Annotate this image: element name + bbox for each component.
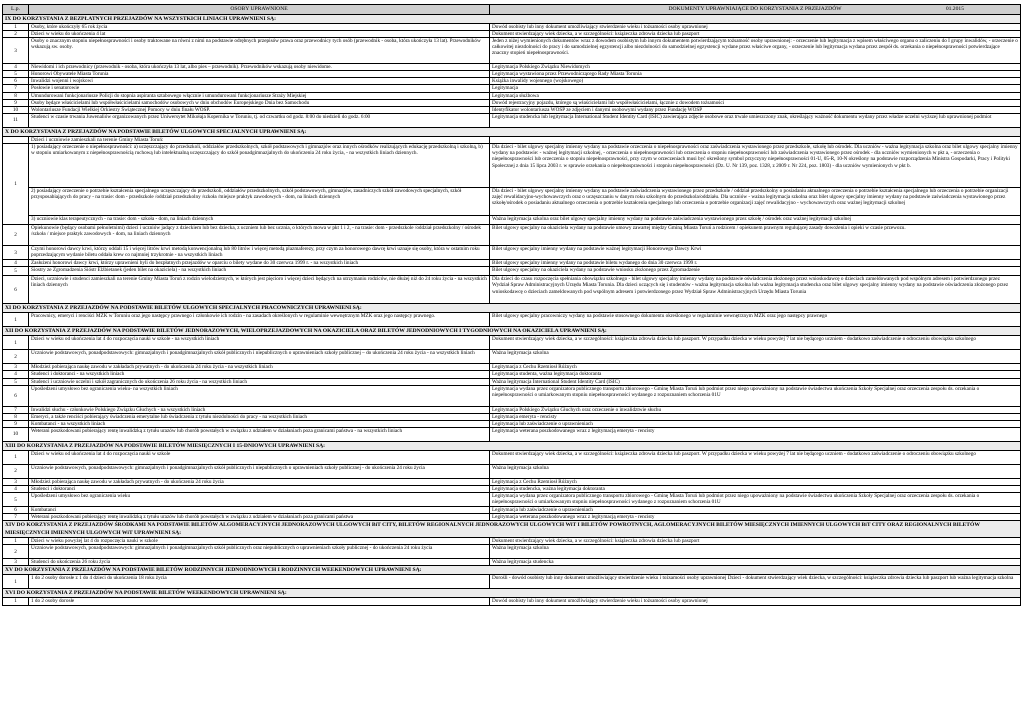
table-row [3, 64, 1021, 71]
table-row [3, 113, 1021, 127]
row-number: 1 [3, 336, 29, 350]
table-row [3, 246, 1021, 260]
eligible-persons-cell: Weterani poszkodowani pobierający rentę inwalidzką z tytułu urazów lub chorób powstałych w związku z udziałem w działaniach poza granicami państwa - na wszystkich liniach [29, 427, 490, 441]
section-header-row [3, 566, 1021, 575]
table-row [3, 364, 1021, 371]
required-documents-cell: Dokument stwierdzający wiek dziecka, a w szczególności: książeczka zdrowia dziecka lub paszport. W przypadku dziecka w wieku powyżej 7 lat nie będącego uczniem - dodatkowo zaświadczenie o odroczeniu obowiązku szkolnego [490, 336, 1021, 350]
required-documents-cell: Ważna legitymacja szkolna [490, 464, 1021, 478]
eligible-persons-cell: Honorowi Obywatele Miasta Torunia [29, 71, 490, 78]
table-row [3, 350, 1021, 364]
eligible-persons-cell: Posłowie i senatorowie [29, 85, 490, 92]
table-row [3, 514, 1021, 521]
eligible-persons-cell: Studenci do ukończenia 26 roku życia [29, 559, 490, 566]
document-page [2, 4, 1020, 606]
required-documents-cell: Legitymacja weterana poszkodowanego wraz z legitymacją emeryta - rencisty [490, 514, 1021, 521]
eligible-persons-cell: Umundurowani funkcjonariusze Policji do stopnia aspiranta sztabowego włącznie i umundurowani funkcjonariusze Straży Miejskiej [29, 92, 490, 99]
section-title: X DO KORZYSTANIA Z PRZEJAZDÓW NA PODSTAWIE BILETÓW ULGOWYCH SPECJALNYCH UPRAWNIENI SĄ: [3, 127, 1021, 136]
table-row [3, 106, 1021, 113]
header-date: 01.2015 [945, 6, 964, 12]
table-row [3, 336, 1021, 350]
row-number: 1 [3, 24, 29, 31]
row-number: 3 [3, 364, 29, 371]
row-number: 3 [3, 38, 29, 64]
table-row [3, 413, 1021, 420]
section-header-row [3, 127, 1021, 136]
eligible-persons-cell: Emeryci, a także renciści pobierający świadczenia emerytalne lub świadczenia z tytułu niezdolności do pracy - na wszystkich liniach [29, 413, 490, 420]
section-title: XII DO KORZYSTANIA Z PRZEJAZDÓW NA PODSTAWIE BILETÓW JEDNORAZOWYCH, WIELOPRZEJAZDOWYCH NA OKAZICIELA ORAZ BILETÓW JEDNODNIOWYCH I TYGODNIOWYCH NA OKAZICIELA UPRAWNIENI SĄ: [3, 327, 1021, 336]
table-row [3, 385, 1021, 406]
row-number: 11 [3, 113, 29, 127]
eligible-persons-cell: Uczniowie podstawowych, ponadpodstawowych: gimnazjalnych i ponadgimnazjalnych szkół publicznych i niepublicznych o uprawnieniach szkoły publicznej – do ukończenia 24 roku życia - na wszystkich liniach [29, 350, 490, 364]
row-number: 2 [3, 31, 29, 38]
empty-cell [3, 136, 29, 143]
eligible-persons-cell: 1) posiadający orzeczenie o niepełnosprawności: a) uczęszczający do przedszkoli, oddziałów przedszkolnych, szkół podstawowych i gimnazjów oraz innych ośrodków realizujących edukację przedszkolną i szkolną, b) w stopniu umiarkowanym z niepełnosprawnością ruchową lub intelektualną uczęszczający do szkół ponadgimnazjalnych do ukończenia 24 roku życia, - na wszystkich liniach dziennych. [29, 144, 490, 188]
eligible-persons-cell: Dzieci w wieku do ukończenia 4 lat [29, 31, 490, 38]
eligible-persons-cell: Opiekunowie (będący osobami pełnoletnimi) dzieci i uczniów jadący z dzieckiem lub bez dziecka, z uczniem lub bez ucznia, o których mowa w pkt 1 i 2, - na trasie: dom - przedszkole /oddział przedszkolny / ośrodek /szkoła / miejsce praktyk zawodowych - dom, na liniach dziennych [29, 225, 490, 246]
eligible-persons-cell: Siostry ze Zgromadzenia Sióstr Elżbietanek (jeden bilet na okaziciela) - na wszystkich liniach [29, 267, 490, 276]
section-title: XIV DO KORZYSTANIA Z PRZEJAZDÓW ŚRODKAMI NA PODSTAWIE BILETÓW ALGOMERACYJNYCH JEDNORAZOWYCH ULGOWYCH BiT CITY, BILETÓW REGIONALNYCH JEDNORAZOWYCH ULGOWYCH WiT I BILETÓW POWROTNYCH, AGLOMERACYJNYCH BILETÓW MIESIĘCZNYCH IMIENNYCH ULGOWYCH BiT CITY ORAZ REGIONALNYCH BILETÓW MIESIĘCZNYCH IMIENNYCH ULGOWYCH WiT UPRAWNIENI SĄ: [3, 521, 1021, 538]
required-documents-cell: Dla dzieci - bilet ulgowy specjalny imienny wydany na podstawie orzeczenia o niepełnosprawności oraz zaświadczenia wystawionego przez przedszkole, szkołę lub ośrodek. Dla uczniów - ważna legitymacja szkolna oraz bilet ulgowy specjalny imienny wydany na podstawie: - ważnej legitymacji szkolnej, - orzeczenia o niepełnosprawności lub orzeczenia o stopniu niepełnosprawności lub zaświadczenia wystawionego przez ośrodek - dla uczniów wymienionych w pkt a, - orzeczenia o niepełnosprawności lub orzeczenia o stopniu niepełnosprawności, przy czym w orzeczeniach musi być określony symbol przyczyny niepełnosprawności 01-U, 05-R, 10-N określony na podstawie rozporządzenia Ministra Gospodarki, Pracy i Polityki Społecznej z dnia 15 lipca 2003 r. w sprawie orzekania o niepełnosprawności i stopniu niepełnosprawności (Dz. U. Nr 139, poz. 1328, z 2009 r. Nr 224, poz. 1803) - dla uczniów wymienionych w pkt b. [490, 144, 1021, 188]
header-dokumenty [490, 5, 1021, 15]
required-documents-cell: Dokument stwierdzający wiek dziecka, a w szczególności: książeczka zdrowia dziecka lub paszport. W przypadku dziecka w wieku powyżej 7 lat nie będącego uczniem - dodatkowo zaświadczenie o odroczeniu obowiązku szkolnego [490, 450, 1021, 464]
table-row [3, 559, 1021, 566]
section-header-row [3, 589, 1021, 598]
row-number: 3 [3, 246, 29, 260]
table-row [3, 85, 1021, 92]
table-row [3, 420, 1021, 427]
row-number: 2 [3, 225, 29, 246]
required-documents-cell: Legitymacja studencka, ważna legitymacja doktoranta [490, 486, 1021, 493]
eligible-persons-cell: Dzieci w wieku od ukończenia lat 4 do rozpoczęcia nauki w szkole [29, 450, 490, 464]
table-row [3, 378, 1021, 385]
eligible-persons-cell: Uczniowie podstawowych, ponadpodstawowych: gimnazjalnych i ponadgimnazjalnych szkół publicznych i niepublicznych o uprawnieniach szkoły publicznej - do ukończenia 24 roku życia [29, 464, 490, 478]
table-row [3, 478, 1021, 485]
row-number: 6 [3, 78, 29, 85]
table-row [3, 78, 1021, 85]
table-row [3, 276, 1021, 304]
table-row [3, 486, 1021, 493]
row-number: 8 [3, 413, 29, 420]
required-documents-cell: Legitymacja [490, 85, 1021, 92]
row-number: 1 [3, 313, 29, 327]
required-documents-cell: Legitymacja lub zaświadczenie o uprawnieniach [490, 420, 1021, 427]
eligible-persons-cell: Osoby będące właścicielami lub współwłaścicielami samochodów osobowych w dniu obchodów Europejskiego Dnia bez Samochodu [29, 99, 490, 106]
row-number: 5 [3, 493, 29, 507]
row-number: 1 [3, 575, 29, 589]
table-row [3, 38, 1021, 64]
eligible-persons-cell: 3) uczniowie klas terapeutycznych - na trasie: dom - szkoła - dom, na liniach dziennych [29, 216, 490, 225]
required-documents-cell: Dokument stwierdzający wiek dziecka, a w szczególności: książeczka zdrowia dziecka lub paszport [490, 538, 1021, 545]
required-documents-cell: Ważna legitymacja szkolna [490, 545, 1021, 559]
row-number: 2 [3, 350, 29, 364]
row-number: 1 [3, 144, 29, 225]
eligible-persons-cell: Dzieci, uczniowie i studenci zamieszkali na terenie Gminy Miasta Toruń z rodzin wielodzietnych, w których jest pięcioro i więcej dzieci będących na utrzymaniu rodziców, nie dłużej niż do 24 roku życia - na wszystkich liniach dziennych [29, 276, 490, 304]
row-number: 2 [3, 464, 29, 478]
row-number: 4 [3, 486, 29, 493]
table-row [3, 545, 1021, 559]
eligible-persons-cell: 1 do 2 osoby dorosłe z 1 do 4 dzieci do ukończenia 18 roku życia [29, 575, 490, 589]
eligible-persons-cell: Inwalidzi wojenni i wojskowi [29, 78, 490, 85]
table-row [3, 575, 1021, 589]
required-documents-cell: Dla dzieci - bilet ulgowy specjalny imienny wydany na podstawie zaświadczenia wystawionego przez przedszkole / oddział przedszkolny o posiadaniu aktualnego orzeczenia o potrzebie kształcenia specjalnego lub orzeczenia o potrzebie organizacji zajęć rewalidacyjno-wychowawczych oraz o uczęszczaniu w danym roku szkolnym do przedszkola/oddziału. Dla uczniów - ważna legitymacja szkolna oraz bilet ulgowy specjalny imienny wydany na podstawie zaświadczenia wystawionego przez szkołę/ośrodek o posiadaniu aktualnego orzeczenia o potrzebie kształcenia specjalnego lub orzeczenia o potrzebie organizacji zajęć rewalidacyjno - wychowawczych oraz ważnej legitymacji szkolnej [490, 188, 1021, 216]
required-documents-cell: Legitymacja lub zaświadczenie o uprawnieniach [490, 507, 1021, 514]
table-row [3, 464, 1021, 478]
eligible-persons-cell: Osoby o znacznym stopniu niepełnosprawności i osoby traktowane na równi z nimi na podstawie odrębnych przepisów prawa oraz przewodnicy tych osób (przewodnik - osoba, która ukończyła 13 lat). Przewodników wskazują sw. osoby. [29, 38, 490, 64]
required-documents-cell: Bilet ulgowy specjalny na okaziciela wydany na podstawie wniosku złożonego przez Zgromadzenie [490, 267, 1021, 276]
eligible-persons-cell: Studenci i doktoranci [29, 486, 490, 493]
section-title: XI DO KORZYSTANIA Z PRZEJAZDÓW NA PODSTAWIE BILETÓW ULGOWYCH SPECJALNYCH PRACOWNICZYCH UPRAWNIENI SĄ: [3, 304, 1021, 313]
required-documents-cell: Legitymacja studenta, ważna legitymacja doktoranta [490, 371, 1021, 378]
table-row [3, 71, 1021, 78]
empty-cell [490, 136, 1021, 143]
table-row [3, 267, 1021, 276]
required-documents-cell: Legitymacja weterana poszkodowanego wraz z legitymacją emeryta - rencisty [490, 427, 1021, 441]
row-number: 7 [3, 406, 29, 413]
row-number: 4 [3, 64, 29, 71]
eligible-persons-cell: Uczniowie podstawowych, ponadpodstawowych: gimnazjalnych i ponadgimnazjalnych szkół publicznych oraz niepublicznych o uprawnieniach szkoły publicznej - do ukończenia 24 roku życia [29, 545, 490, 559]
eligible-persons-cell: Upośledzeni umysłowo bez ograniczenia wieku- na wszystkich liniach [29, 385, 490, 406]
required-documents-cell: Bilet ulgowy specjalny na okaziciela wydany na podstawie umowy zawartej między Gminą Miasta Toruń a rodzicem / opiekunem prawnym regulującej zasady dowożenia i opieki w czasie przewozu. [490, 225, 1021, 246]
row-number: 9 [3, 99, 29, 106]
required-documents-cell: Ważna legitymacja studencka [490, 559, 1021, 566]
required-documents-cell: Bilet ulgowy specjalny imienny wydany na podstawie ważnej legitymacji Honorowego Dawcy Krwi [490, 246, 1021, 260]
table-row [3, 99, 1021, 106]
eligible-persons-cell: Studenci i uczniowie uczelni i szkół zagranicznych do ukończenia 26 roku życia - na wszystkich liniach [29, 378, 490, 385]
eligible-persons-cell: Studenci w czasie trwania Juwenaliów organizowanych przez Uniwersytet Mikołaja Kopernika w Toruniu, tj. od czwartku od godz. 8:00 do niedzieli do godz. 6:00 [29, 113, 490, 127]
section-subtitle: Dzieci i uczniowie zamieszkali na terenie Gminy Miasta Toruń: [29, 136, 490, 143]
row-number: 3 [3, 559, 29, 566]
table-row [3, 24, 1021, 31]
required-documents-cell: Identyfikator wolontariusza WOSP ze zdjęciem i danymi osobowymi wydany przez Fundację WOSP [490, 106, 1021, 113]
section-header-row [3, 304, 1021, 313]
required-documents-cell: Ważna legitymacja szkolna [490, 350, 1021, 364]
section-title: IX DO KORZYSTANIA Z BEZPŁATNYCH PRZEJAZDÓW NA WSZYSTKICH LINIACH UPRAWNIENI SĄ: [3, 15, 1021, 24]
section-title: XIII DO KORZYSTANIA Z PRZEJAZDÓW NA PODSTAWIE BILETÓW MIESIĘCZNYCH I 15-DNIOWYCH UPRAWNIENI SĄ: [3, 441, 1021, 450]
table-row [3, 507, 1021, 514]
row-number: 10 [3, 106, 29, 113]
row-number: 5 [3, 71, 29, 78]
required-documents-cell: Dowód rejestracyjny pojazdu, którego są właścicielami lub współwłaścicielami, łącznie z dowodem tożsamości [490, 99, 1021, 106]
row-number: 7 [3, 85, 29, 92]
eligible-persons-cell: Inwalidzi słuchu - członkowie Polskiego Związku Głuchych - na wszystkich liniach [29, 406, 490, 413]
eligible-persons-cell: 2) posiadający orzeczenie o potrzebie kształcenia specjalnego uczęszczający do przedszkoli, oddziałów przedszkolnych, szkół podstawowych, gimnazjów, zasadniczych szkół zawodowych specjalnych, szkół przysposabiających do pracy - na trasie: dom - przedszkole /oddział przedszkolny /szkoła /miejsce praktyk zawodowych - dom, na liniach dziennych [29, 188, 490, 216]
table-row [3, 406, 1021, 413]
eligible-persons-cell: Zasłużeni honorowi dawcy krwi, którzy uprawnieni byli do bezpłatnych przejazdów w oparciu o bilety wydane do 30 czerwca 1999 r. - na wszystkich liniach [29, 260, 490, 267]
required-documents-cell: Dorośli - dowód osobisty lub inny dokument umożliwiający stwierdzenie wieku i tożsamości osoby uprawnionej Dzieci - dokument stwierdzający wiek dziecka, w szczególności: książeczka zdrowia dziecka lub paszport lub ważna legitymacja szkolna [490, 575, 1021, 589]
eligible-persons-cell: Dzieci w wieku od ukończenia lat 4 do rozpoczęcia nauki w szkole - na wszystkich liniach [29, 336, 490, 350]
section-title: XV DO KORZYSTANIA Z PRZEJAZDÓW NA PODSTAWIE BILETÓW RODZINNYCH JEDNODNIOWYCH I RODZINNYCH WEEKENDOWYCH UPRAWNIENI SĄ: [3, 566, 1021, 575]
required-documents-cell: Dowód osobisty lub inny dokument umożliwiający stwierdzenie wieku i tożsamości osoby uprawnionej [490, 24, 1021, 31]
table-row [3, 598, 1021, 605]
eligible-persons-cell: Pracownicy, emeryci i renciści MZK w Toruniu oraz jego następcy prawnego i członkowie ich rodzin - na zasadach określonych w regulaminie wewnętrznym MZK oraz jego następcy prawnego. [29, 313, 490, 327]
table-row [3, 450, 1021, 464]
section-title: XVI DO KORZYSTANIA Z PRZEJAZDÓW NA PODSTAWIE BILETÓW WEEKENDOWYCH UPRAWNIENI SĄ: [3, 589, 1021, 598]
header-dokumenty-label: DOKUMENTY UPRAWNIAJĄCE DO KORZYSTANIA Z PRZEJAZDÓW [668, 6, 842, 12]
table-header-row [3, 5, 1021, 15]
row-number: 4 [3, 260, 29, 267]
required-documents-cell: Bilet ulgowy specjalny imienny wydany na podstawie biletu wydanego do dnia 30 czerwca 1999 r. [490, 260, 1021, 267]
row-number: 5 [3, 267, 29, 276]
table-row [3, 427, 1021, 441]
table-row [3, 538, 1021, 545]
required-documents-cell: Jeden z niżej wymienionych dokumentów wraz z dowodem osobistym lub innym dokumentem potwierdzającym tożsamość osoby uprawnionej: - orzeczenie lub legitymacja z wpisem właściwego organu o zaliczeniu do I grupy inwalidów, - orzeczenie o całkowitej niezdolności do pracy i do samodzielnej egzystencji albo niezdolności do samodzielnej egzystencji wydane przez właściwe organy, - orzeczenie lub legitymacja wydana przez zespół ds. orzekania o niepełnosprawności potwierdzające znaczny stopień niepełnosprawności. [490, 38, 1021, 64]
table-row [3, 493, 1021, 507]
section-header-row [3, 15, 1021, 24]
required-documents-cell: Legitymacja Polskiego Związku Niewidomych [490, 64, 1021, 71]
required-documents-cell: Książka inwalidy wojennego (wojskowego) [490, 78, 1021, 85]
required-documents-cell: Ważna legitymacja szkolna oraz bilet ulgowy specjalny imienny wydany na podstawie zaświadczenia wystawionego przez szkołę / ośrodek oraz ważnej legitymacji szkolnej [490, 216, 1021, 225]
eligible-persons-cell: Młodzież pobierająca naukę zawodu w zakładach prywatnych - do ukończenia 24 roku życia [29, 478, 490, 485]
row-number: 1 [3, 598, 29, 605]
header-osoby: OSOBY UPRAWNIONE [29, 5, 490, 15]
row-number: 4 [3, 371, 29, 378]
eligible-persons-cell: Kombatanci [29, 507, 490, 514]
row-number: 5 [3, 378, 29, 385]
eligible-persons-cell: Wolontariusze Fundacji Wielkiej Orkiestry Świątecznej Pomocy w dniu finału WOSP. [29, 106, 490, 113]
required-documents-cell: Legitymacja wydana przez organizatora publicznego transportu zbiorowego - Gminę Miasta Toruń lub podmiot przez niego upoważniony na podstawie świadectwa ukończenia Szkoły Specjalnej oraz orzeczenia zespołu ds. orzekania o niepełnosprawności o umiarkowanym stopniu niepełnosprawności wydanego z rozpoznaniem schorzenia 01U [490, 493, 1021, 507]
required-documents-cell: Dowód osobisty lub inny dokument umożliwiający stwierdzenie wieku i tożsamości osoby uprawnionej [490, 598, 1021, 605]
table-body [3, 5, 1021, 606]
row-number: 10 [3, 427, 29, 441]
section-header-row [3, 327, 1021, 336]
table-row [3, 31, 1021, 38]
table-row [3, 313, 1021, 327]
required-documents-cell: Legitymacja Polskiego Związku Głuchych oraz orzeczenie o inwalidztwie słuchu [490, 406, 1021, 413]
required-documents-cell: Legitymacja wystawiona przez Przewodniczącego Rady Miasta Torunia [490, 71, 1021, 78]
row-number: 2 [3, 545, 29, 559]
row-number: 8 [3, 92, 29, 99]
row-number: 7 [3, 514, 29, 521]
eligible-persons-cell: Kombatanci - na wszystkich liniach [29, 420, 490, 427]
entitlement-table [2, 4, 1021, 606]
section-header-row [3, 521, 1021, 538]
required-documents-cell: Legitymacja wydana przez organizatora publicznego transportu zbiorowego - Gminę Miasta Toruń lub podmiot przez niego upoważniony na podstawie świadectwa ukończenia Szkoły Specjalnej oraz orzeczenia zespołu ds. orzekania o niepełnosprawności o umiarkowanym stopniu niepełnosprawności wydanego z rozpoznaniem schorzenia 01U [490, 385, 1021, 406]
header-lp: L.p. [3, 5, 29, 15]
eligible-persons-cell: Upośledzeni umysłowo bez ograniczenia wieku [29, 493, 490, 507]
row-number: 9 [3, 420, 29, 427]
row-number: 1 [3, 450, 29, 464]
table-row [3, 188, 1021, 216]
required-documents-cell: Dla dzieci do czasu rozpoczęcia spełniania obowiązku szkolnego - bilet ulgowy specjalny imienny wydany na podstawie oświadczenia złożonego przez wnioskodawcę o dzieciach zameldowanych pod wspólnym adresem i potwierdzonego przez Wydział Spraw Administracyjnych Urzędu Miasta Torunia. Dla dzieci uczących się i studentów - ważna legitymacja szkolna lub ważna legitymacja studencka oraz bilet ulgowy specjalny imienny wydany na podstawie oświadczenia złożonego przez wnioskodawcę o dzieciach zameldowanych pod wspólnym adresem i potwierdzonego przez Wydział Spraw Administracyjnych Urzędu Miasta Torunia [490, 276, 1021, 304]
required-documents-cell: Legitymacja emeryta - rencisty [490, 413, 1021, 420]
required-documents-cell: Legitymacja z Cechu Rzemiosł Różnych [490, 364, 1021, 371]
eligible-persons-cell: Młodzież pobierająca naukę zawodu w zakładach prywatnych - do ukończenia 24 roku życia - na wszystkich liniach [29, 364, 490, 371]
eligible-persons-cell: Studenci i doktoranci - na wszystkich liniach [29, 371, 490, 378]
required-documents-cell: Legitymacja służbowa [490, 92, 1021, 99]
eligible-persons-cell: Osoby, które ukończyły 65 rok życia [29, 24, 490, 31]
row-number: 6 [3, 385, 29, 406]
row-number: 1 [3, 538, 29, 545]
table-row [3, 371, 1021, 378]
table-row [3, 144, 1021, 188]
required-documents-cell: Legitymacja studencka lub legitymacja International Student Identity Card (ISIC) zawierająca zdjęcie osobowe oraz trwale umieszczony znak, określający ważność dokumentu wydany przez władze uczelni wyższej lub uprawnionej podmiot [490, 113, 1021, 127]
table-row [3, 225, 1021, 246]
eligible-persons-cell: Weterani poszkodowani pobierający rentę inwalidzką z tytułu urazów lub chorób powstałych w związku z udziałem w działaniach poza granicami państwa [29, 514, 490, 521]
row-number: 3 [3, 478, 29, 485]
required-documents-cell: Bilet ulgowy specjalny pracowniczy wydany na podstawie stosownego dokumentu określonego w regulaminie wewnętrznym MZK oraz jego następcy prawnego [490, 313, 1021, 327]
row-number: 6 [3, 507, 29, 514]
section-header-row [3, 441, 1021, 450]
eligible-persons-cell: Niewidomi i ich przewodnicy (przewodnik - osoba, która ukończyła 13 lat, albo pies – przewodnik). Przewodników wskazują osoby niewidome. [29, 64, 490, 71]
table-row [3, 260, 1021, 267]
eligible-persons-cell: Czymi honorowi dawcy krwi, którzy oddali 15 i więcej litrów krwi metodą konwencjonalną lub 80 litrów i więcej metodą plazmaferezy, przy czym za honorowego dawcę krwi uznaje się osoby, która w ostatnim roku poprzedzającym wydanie biletu oddała krew co najmniej trzykrotnie - na wszystkich liniach [29, 246, 490, 260]
section-subtitle-row [3, 136, 1021, 143]
eligible-persons-cell: Dzieci w wieku powyżej lat 4 do rozpoczęcia nauki w szkole [29, 538, 490, 545]
required-documents-cell: Dokument stwierdzający wiek dziecka, a w szczególności: książeczka zdrowia dziecka lub paszport [490, 31, 1021, 38]
required-documents-cell: Ważna legitymacja International Student Identity Card (ISIC) [490, 378, 1021, 385]
row-number: 6 [3, 276, 29, 304]
table-row [3, 216, 1021, 225]
required-documents-cell: Legitymacja z Cechu Rzemiosł Różnych [490, 478, 1021, 485]
table-row [3, 92, 1021, 99]
eligible-persons-cell: 1 do 2 osoby dorosłe [29, 598, 490, 605]
